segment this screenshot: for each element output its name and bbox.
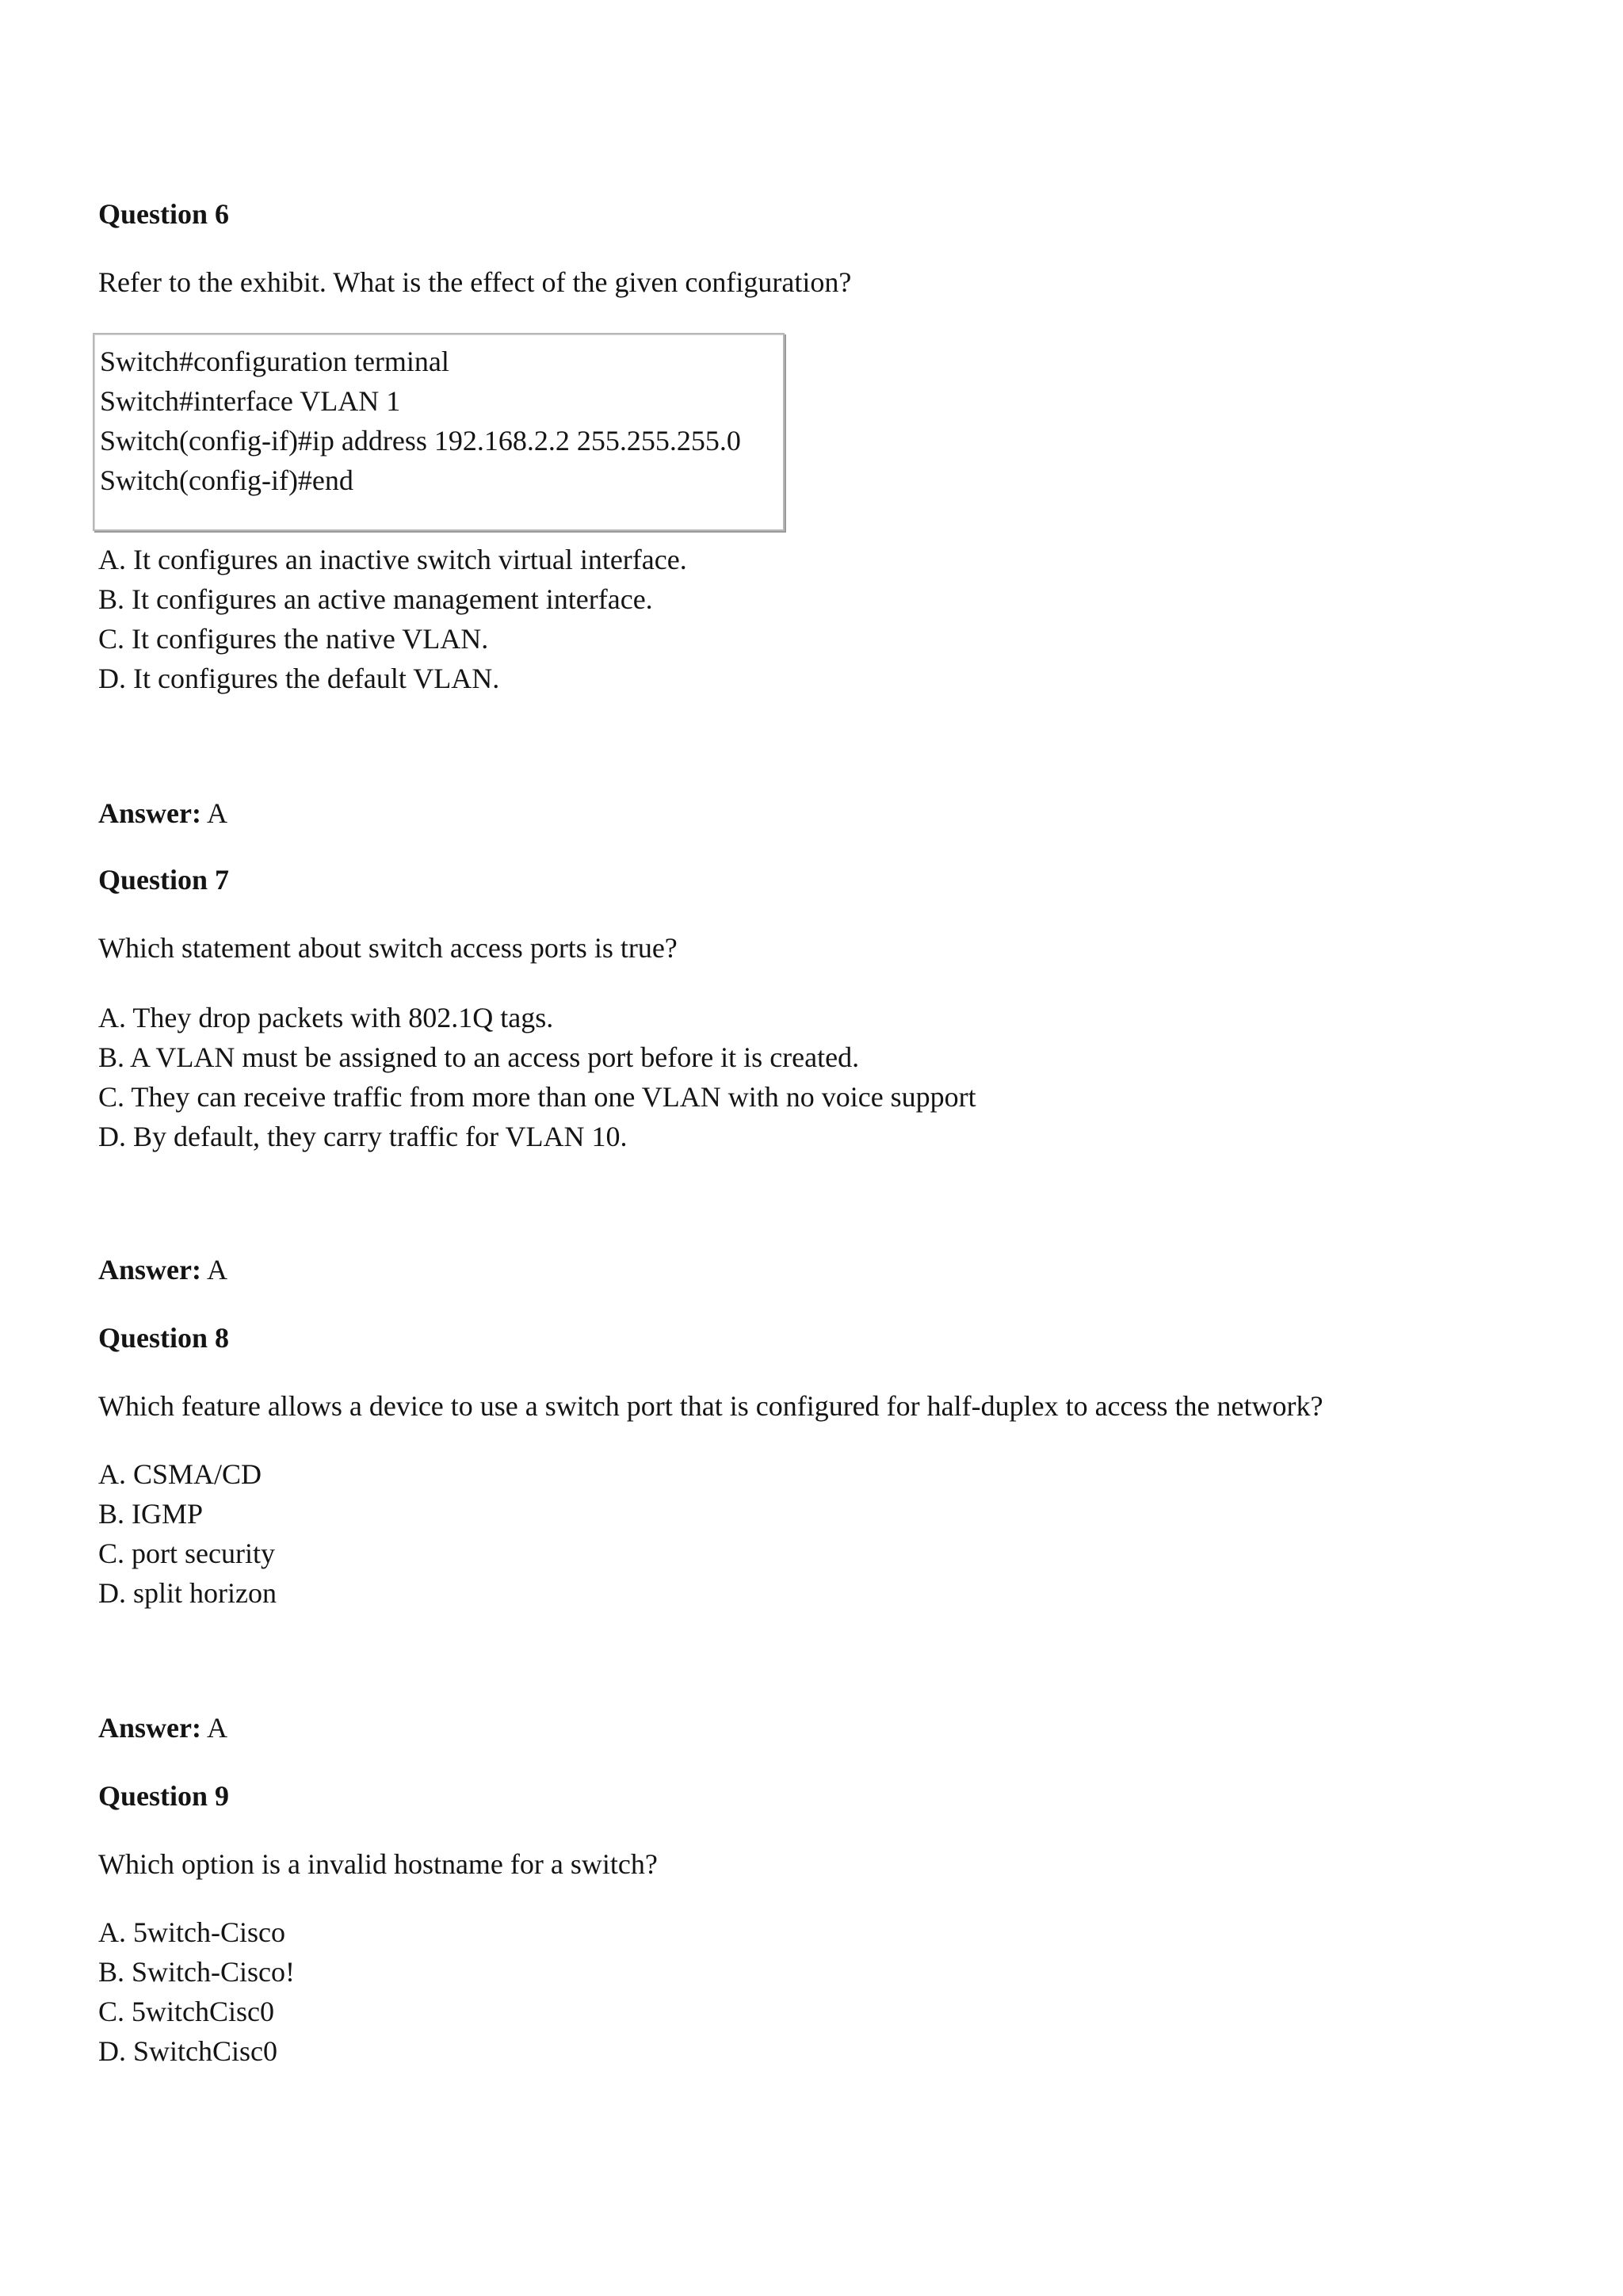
question-8-prompt: Which feature allows a device to use a switch port that is configured for half-duplex to access the network? — [98, 1390, 1323, 1422]
question-7-prompt: Which statement about switch access ports is true? — [98, 932, 678, 964]
question-6-option-d: D. It configures the default VLAN. — [98, 663, 500, 694]
answer-value: A — [207, 797, 227, 829]
question-8-option-a: A. CSMA/CD — [98, 1458, 262, 1490]
question-6-option-c: C. It configures the native VLAN. — [98, 623, 489, 655]
question-9-prompt: Which option is a invalid hostname for a switch? — [98, 1848, 658, 1880]
question-8-option-b: B. IGMP — [98, 1498, 204, 1530]
question-7-option-a: A. They drop packets with 802.1Q tags. — [98, 1002, 554, 1033]
question-7-option-c: C. They can receive traffic from more than one VLAN with no voice support — [98, 1081, 976, 1113]
answer-label: Answer: — [98, 797, 201, 829]
question-7-option-b: B. A VLAN must be assigned to an access port before it is created. — [98, 1041, 860, 1073]
answer-value: A — [207, 1712, 227, 1744]
question-9-option-a: A. 5witch-Cisco — [98, 1916, 285, 1948]
question-6-title: Question 6 — [98, 198, 230, 230]
question-6-option-b: B. It configures an active management interface. — [98, 583, 653, 615]
question-9-option-c: C. 5witchCisc0 — [98, 1996, 274, 2027]
exhibit-line: Switch(config-if)#end — [100, 464, 353, 496]
question-6-option-a: A. It configures an inactive switch virtual interface. — [98, 544, 687, 575]
question-9-option-b: B. Switch-Cisco! — [98, 1956, 295, 1988]
question-8-option-d: D. split horizon — [98, 1577, 277, 1609]
question-9-option-d: D. SwitchCisc0 — [98, 2035, 278, 2067]
question-9-title: Question 9 — [98, 1780, 230, 1812]
question-6-answer — [98, 796, 227, 831]
question-8-answer — [98, 1710, 227, 1745]
question-8-option-c: C. port security — [98, 1538, 275, 1569]
answer-label: Answer: — [98, 1712, 201, 1744]
answer-label: Answer: — [98, 1254, 201, 1286]
question-6-exhibit-box — [93, 333, 785, 531]
question-8-title: Question 8 — [98, 1322, 230, 1354]
question-7-title: Question 7 — [98, 864, 230, 896]
question-7-option-d: D. By default, they carry traffic for VLAN 10. — [98, 1121, 628, 1152]
question-6-prompt: Refer to the exhibit. What is the effect of the given configuration? — [98, 266, 852, 298]
answer-value: A — [207, 1254, 227, 1286]
question-7-answer — [98, 1252, 227, 1287]
exhibit-line: Switch#configuration terminal — [100, 346, 449, 377]
exhibit-line: Switch#interface VLAN 1 — [100, 385, 401, 417]
exhibit-line: Switch(config-if)#ip address 192.168.2.2 255.255.255.0 — [100, 425, 741, 457]
